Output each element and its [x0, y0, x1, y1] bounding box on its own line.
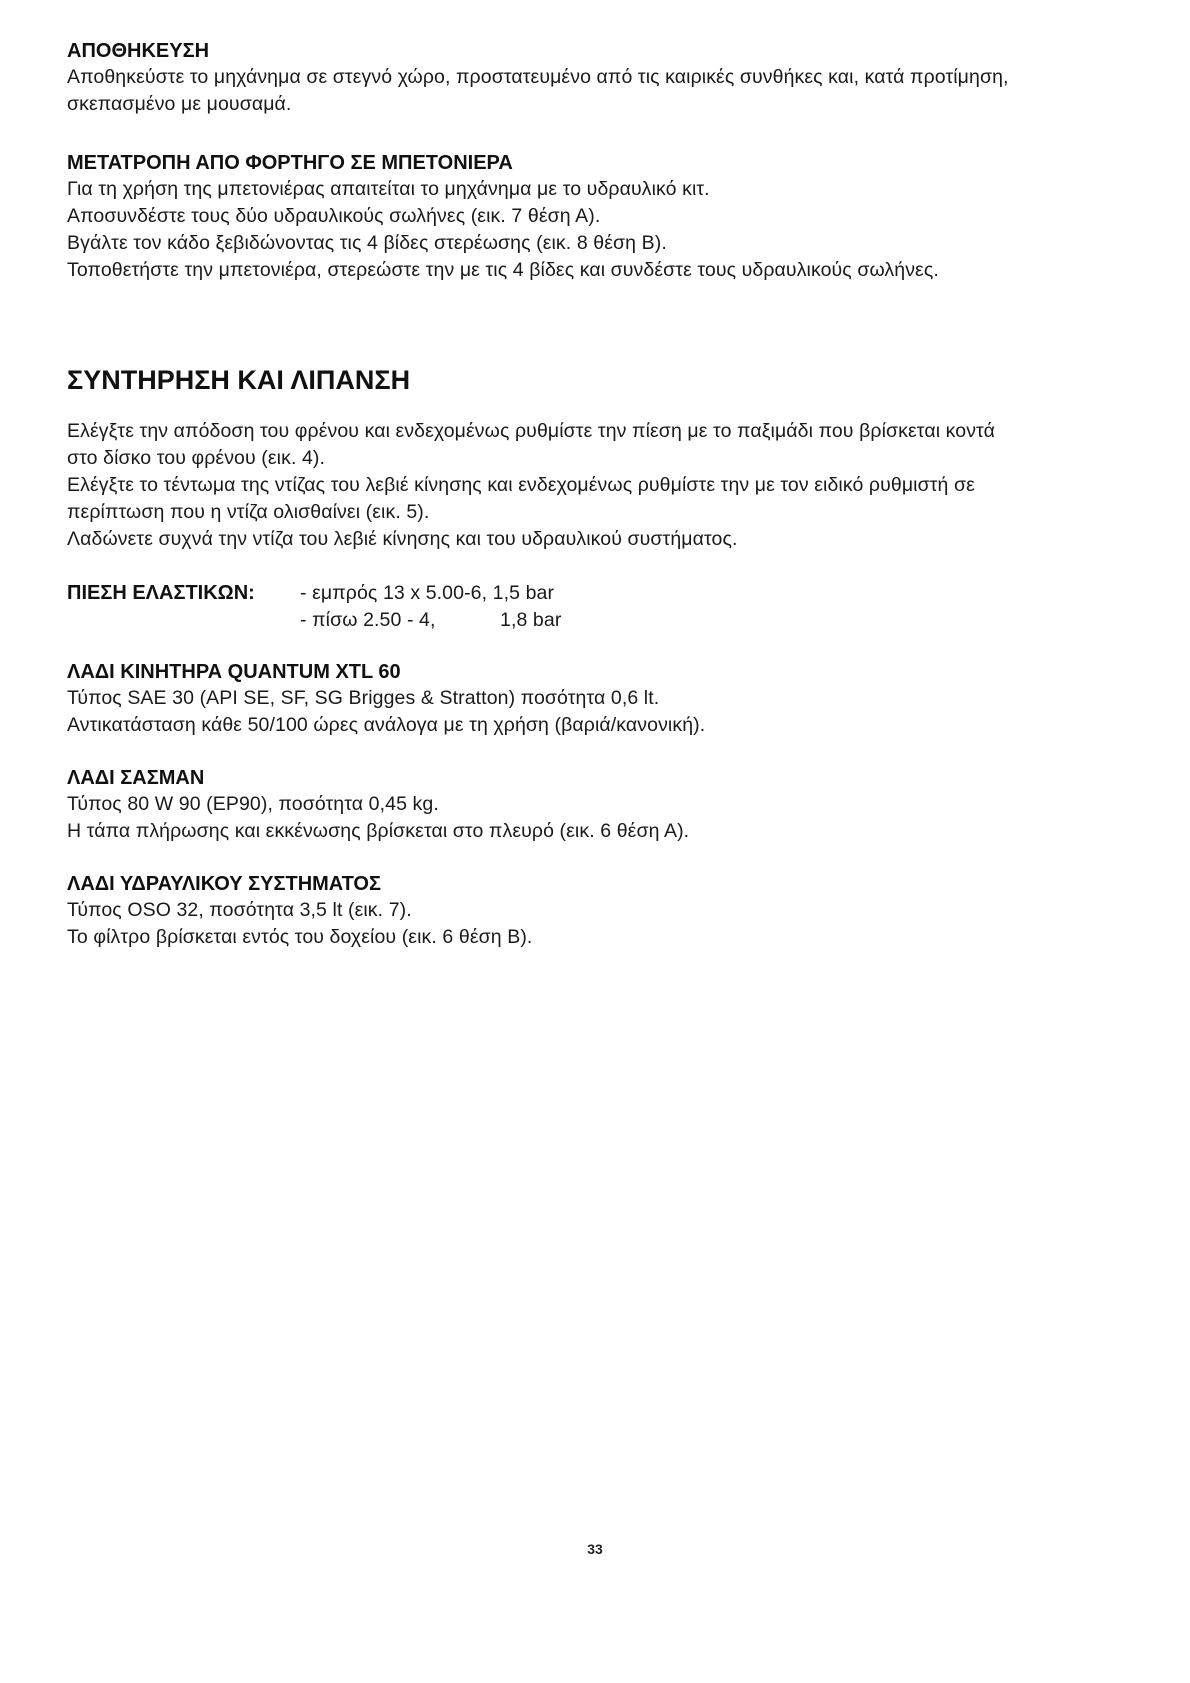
maintenance-line-5: Λαδώνετε συχνά την ντίζα του λεβιέ κίνησης και του υδραυλικού συστήματος.: [67, 528, 738, 550]
maintenance-body: [67, 418, 995, 553]
tyre-pressure-front: - εμπρός 13 x 5.00-6, 1,5 bar: [300, 582, 555, 604]
engine-oil-heading: ΛΑΔΙ ΚΙΝΗΤΗΡΑ QUANTUM XTL 60: [67, 661, 401, 683]
tyre-pressure-section: [67, 580, 561, 634]
maintenance-line-3: Ελέγξτε το τέντωμα της ντίζας του λεβιέ κίνησης και ενδεχομένως ρυθμίστε την με τον ειδικό ρυθμιστή σε: [67, 474, 975, 496]
page-number: 33: [587, 1541, 603, 1557]
engine-oil-line-1: Τύπος SAE 30 (API SE, SF, SG Brigges & Stratton) ποσότητα 0,6 lt.: [67, 687, 660, 709]
maintenance-section: [67, 363, 410, 397]
chassis-oil-heading: ΛΑΔΙ ΣΑΣΜΑΝ: [67, 767, 205, 789]
hydraulic-oil-line-2: Το φίλτρο βρίσκεται εντός του δοχείου (εικ. 6 θέση Β).: [67, 926, 533, 948]
storage-line-1: Αποθηκεύστε το μηχάνημα σε στεγνό χώρο, προστατευμένο από τις καιρικές συνθήκες και, κατά προτίμηση,: [67, 66, 1009, 88]
conversion-heading: ΜΕΤΑΤΡΟΠΗ ΑΠΟ ΦΟΡΤΗΓΟ ΣΕ ΜΠΕΤΟΝΙΕΡΑ: [67, 152, 513, 174]
conversion-line-3: Βγάλτε τον κάδο ξεβιδώνοντας τις 4 βίδες στερέωσης (εικ. 8 θέση Β).: [67, 232, 667, 254]
engine-oil-section: [67, 659, 705, 739]
tyre-pressure-rear-value: 1,8 bar: [500, 609, 562, 631]
hydraulic-oil-line-1: Τύπος OSO 32, ποσότητα 3,5 lt (εικ. 7).: [67, 899, 412, 921]
chassis-oil-line-1: Τύπος 80 W 90 (EP90), ποσότητα 0,45 kg.: [67, 793, 439, 815]
hydraulic-oil-section: [67, 871, 532, 951]
hydraulic-oil-heading: ΛΑΔΙ ΥΔΡΑΥΛΙΚΟΥ ΣΥΣΤΗΜΑΤΟΣ: [67, 873, 381, 895]
storage-section: [67, 38, 1157, 118]
maintenance-line-2: στο δίσκο του φρένου (εικ. 4).: [67, 447, 326, 469]
maintenance-line-1: Ελέγξτε την απόδοση του φρένου και ενδεχομένως ρυθμίστε την πίεση με το παξιμάδι που βρίσκεται κοντά: [67, 420, 995, 442]
conversion-line-1: Για τη χρήση της μπετονιέρας απαιτείται το μηχάνημα με το υδραυλικό κιτ.: [67, 178, 710, 200]
maintenance-line-4: περίπτωση που η ντίζα ολισθαίνει (εικ. 5).: [67, 501, 430, 523]
storage-heading: ΑΠΟΘΗΚΕΥΣΗ: [67, 40, 210, 62]
conversion-line-2: Αποσυνδέστε τους δύο υδραυλικούς σωλήνες (εικ. 7 θέση Α).: [67, 205, 601, 227]
maintenance-heading: ΣΥΝΤΗΡΗΣΗ ΚΑΙ ΛΙΠΑΝΣΗ: [67, 365, 411, 395]
chassis-oil-line-2: Η τάπα πλήρωσης και εκκένωσης βρίσκεται στο πλευρό (εικ. 6 θέση Α).: [67, 820, 690, 842]
tyre-pressure-label: ΠΙΕΣΗ ΕΛΑΣΤΙΚΩΝ:: [67, 582, 255, 604]
tyre-pressure-rear-size: - πίσω 2.50 - 4,: [300, 609, 436, 631]
storage-line-2: σκεπασμένο με μουσαμά.: [67, 93, 292, 115]
conversion-section: [67, 150, 939, 284]
engine-oil-line-2: Αντικατάσταση κάθε 50/100 ώρες ανάλογα με τη χρήση (βαριά/κανονική).: [67, 714, 706, 736]
conversion-line-4: Τοποθετήστε την μπετονιέρα, στερεώστε την με τις 4 βίδες και συνδέστε τους υδραυλικούς σωλήνες.: [67, 259, 939, 281]
chassis-oil-section: [67, 765, 689, 845]
